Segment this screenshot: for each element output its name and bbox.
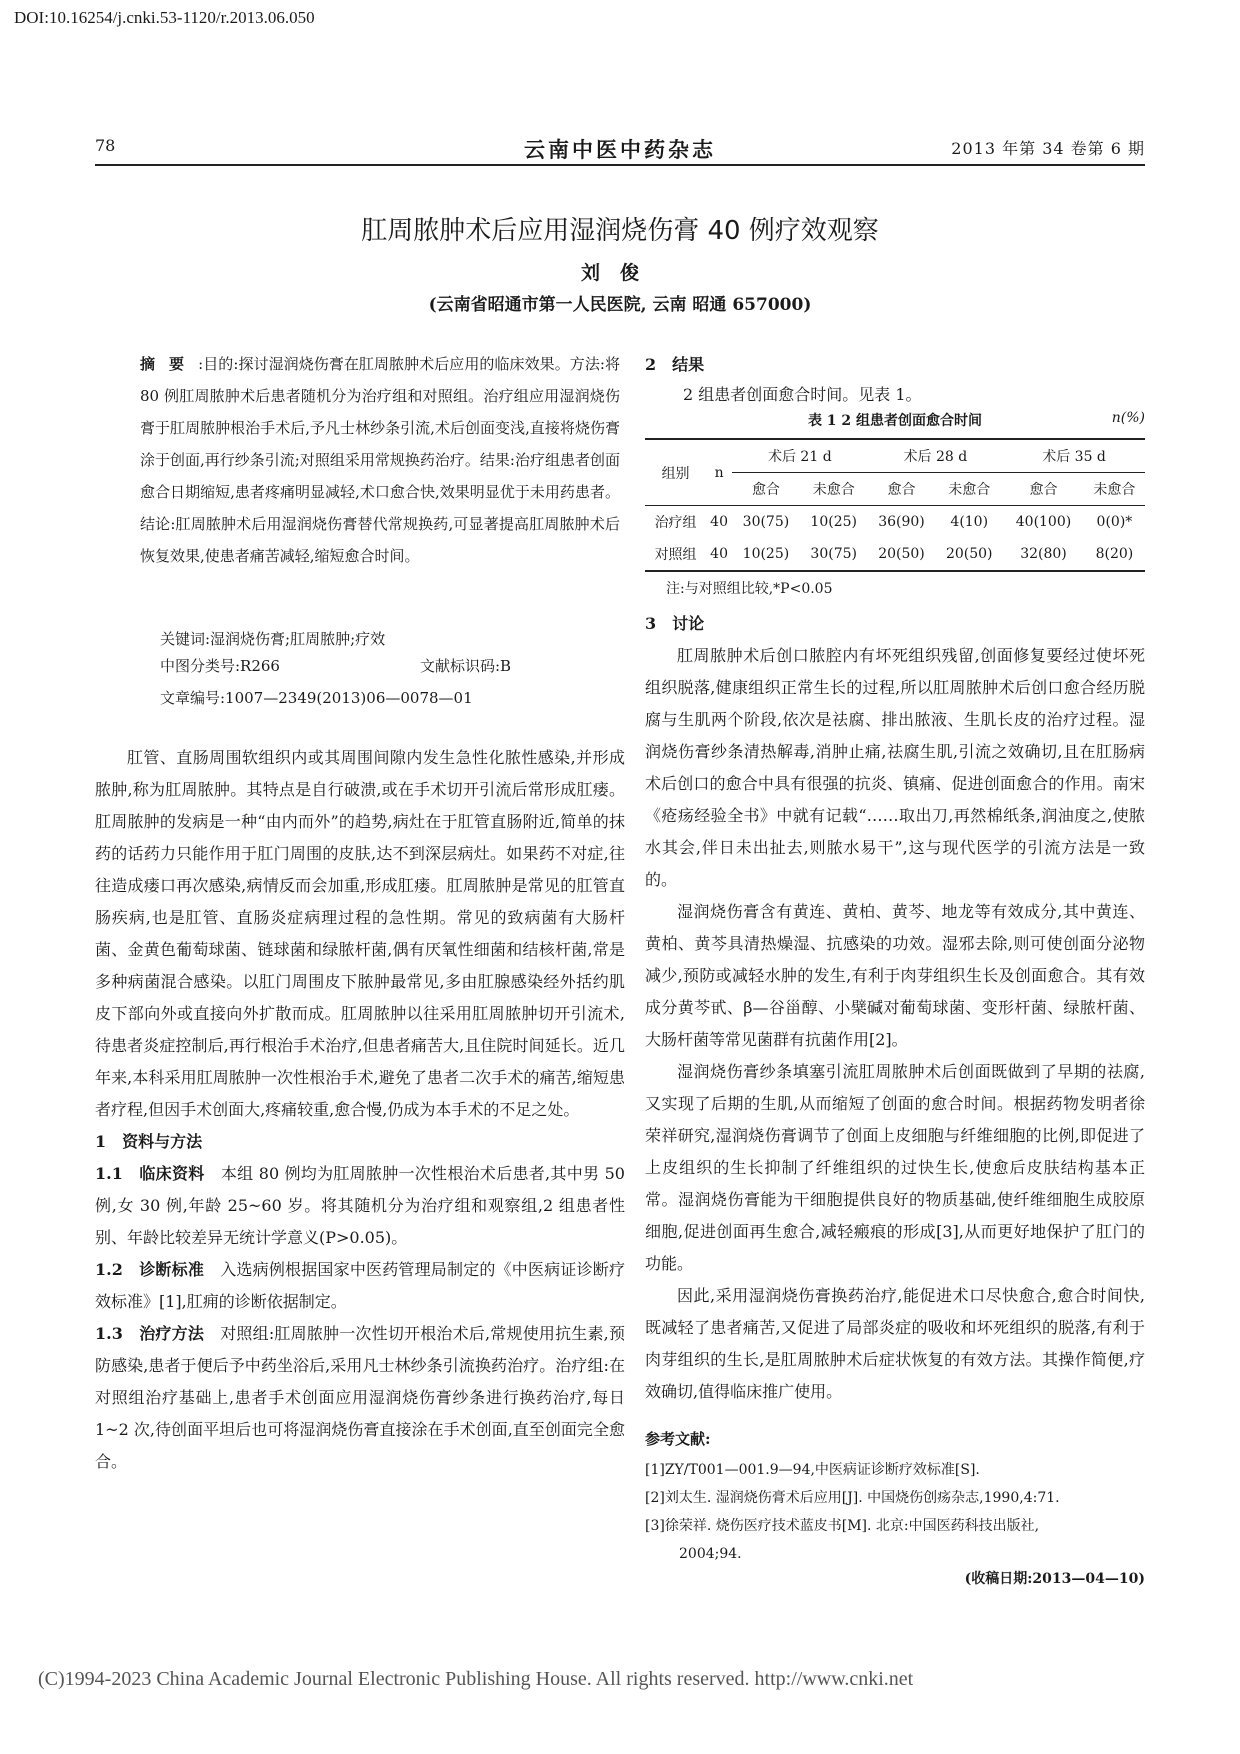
time-header: 术后 28 d	[868, 439, 1004, 473]
col-n-header: n	[706, 439, 732, 506]
article-title: 肛周脓肿术后应用湿润烧伤膏 40 例疗效观察	[361, 216, 879, 246]
col-group-header: 组别	[645, 439, 706, 506]
table-cell: 20(50)	[868, 538, 936, 571]
table-cell: 40(100)	[1015, 514, 1072, 530]
results-text: 2 组患者创面愈合时间。见表 1。	[683, 385, 922, 404]
author: 刘俊	[580, 262, 659, 284]
table-cell: 32(80)	[1003, 538, 1084, 571]
section-1-2-heading: 1.2 诊断标准	[95, 1260, 205, 1279]
section-1-heading: 1 资料与方法	[95, 1132, 203, 1151]
table-cell: 10(25)	[810, 514, 857, 530]
intro-paragraph: 肛管、直肠周围软组织内或其周围间隙内发生急性化脓性感染,并形成脓肿,称为肛周脓肿。其特点是自行破溃,或在手术切开引流后常形成肛瘘。肛周脓肿的发病是一种“由内而外”的趋势,病灶在于肛管直肠附近,简单的抹药的话药力只能作用于肛门周围的皮肤,达不到深层病灶。如果药不对症,往往造成瘘口再次感染,病情反而会加重,形成肛瘘。肛周脓肿是常见的肛管直肠疾病,也是肛管、直肠炎症病理过程的急性期。常见的致病菌有大肠杆菌、金黄色葡萄球菌、链球菌和绿脓杆菌,偶有厌氧性细菌和结核杆菌,常是多种病菌混合感染。以肛门周围皮下脓肿最常见,多由肛腺感染经外括约肌皮下部向外或直接向外扩散而成。肛周脓肿以往采用肛周脓肿切开引流术,待患者炎症控制后,再行根治手术治疗,但患者痛苦大,且住院时间延长。近几年来,本科采用肛周脓肿一次性根治手术,避免了患者二次手术的痛苦,缩短患者疗程,但因手术创面大,疼痛较重,愈合慢,仍成为本手术的不足之处。	[95, 748, 625, 1119]
section-1-3-heading: 1.3 治疗方法	[95, 1324, 205, 1343]
results-table	[645, 438, 1145, 572]
row-n: 40	[710, 514, 728, 530]
discussion-heading: 3 讨论	[645, 614, 705, 633]
sub-header: 愈合	[868, 473, 936, 506]
sub-header: 未愈合	[1084, 473, 1145, 506]
document-code: 文献标识码:B	[420, 657, 512, 675]
discussion-paragraph: 因此,采用湿润烧伤膏换药治疗,能促进术口尽快愈合,愈合时间快,既减轻了患者痛苦,又促进了局部炎症的吸收和坏死组织的脱落,有利于肉芽组织的生长,是肛周脓肿术后症状恢复的有效方法。其操作简便,疗效确切,值得临床推广使用。	[645, 1286, 1145, 1401]
affiliation: (云南省昭通市第一人民医院, 云南 昭通 657000)	[428, 295, 812, 315]
table-cell: 30(75)	[742, 514, 790, 530]
sub-header: 未愈合	[935, 473, 1003, 506]
table-cell: 30(75)	[800, 538, 868, 571]
reference-item: [3]徐荣祥. 烧伤医疗技术蓝皮书[M]. 北京:中国医药科技出版社,	[645, 1518, 1040, 1534]
clc-number: 中图分类号:R266	[160, 657, 280, 675]
left-column-body	[95, 742, 625, 1478]
discussion-paragraph: 湿润烧伤膏纱条填塞引流肛周脓肿术后创面既做到了早期的祛腐,又实现了后期的生肌,从而缩短了创面的愈合时间。根据药物发明者徐荣祥研究,湿润烧伤膏调节了创面上皮细胞与纤维细胞的比例,即促进了上皮组织的生长抑制了纤维组织的过快生长,使愈后皮肤结构基本正常。湿润烧伤膏能为干细胞提供良好的物质基础,使纤维细胞生成胶原细胞,促进创面再生愈合,减轻瘢痕的形成[3],从而更好地保护了肛门的功能。	[645, 1062, 1145, 1273]
table-note: 注:与对照组比较,*P<0.05	[666, 581, 833, 597]
table-unit: n(%)	[1111, 410, 1145, 426]
table-cell: 36(90)	[878, 514, 925, 530]
reference-item: [1]ZY/T001—001.9—94,中医病证诊断疗效标准[S].	[645, 1462, 980, 1478]
table-cell: 10(25)	[732, 538, 800, 571]
row-group: 对照组	[645, 538, 706, 571]
running-header	[95, 136, 1145, 162]
discussion-paragraph: 肛周脓肿术后创口脓腔内有坏死组织残留,创面修复要经过使坏死组织脱落,健康组织正常生长的过程,所以肛周脓肿术后创口愈合经历脱腐与生肌两个阶段,依次是祛腐、排出脓液、生肌长皮的治疗过程。湿润烧伤膏纱条清热解毒,消肿止痛,祛腐生肌,引流之效确切,且在肛肠病术后创口的愈合中具有很强的抗炎、镇痛、促进创面愈合的作用。南宋《疮疡经验全书》中就有记载“……取出刀,再然棉纸条,润油度之,使脓水其会,伴日未出扯去,则脓水易干”,这与现代医学的引流方法是一致的。	[645, 646, 1145, 889]
journal-name: 云南中医中药杂志	[524, 137, 716, 162]
received-date: (收稿日期:2013—04—10)	[964, 1571, 1145, 1587]
sub-header: 愈合	[732, 473, 800, 506]
section-1-3-text: 对照组:肛周脓肿一次性切开根治术后,常规使用抗生素,预防感染,患者于便后予中药坐浴后,采用凡士林纱条引流换药治疗。治疗组:在对照组治疗基础上,患者手术创面应用湿润烧伤膏纱条进行换药治疗,每日 1~2 次,待创面平坦后也可将湿润烧伤膏直接涂在手术创面,直至创面完全愈合。	[95, 1324, 625, 1471]
section-1-1-heading: 1.1 临床资料	[95, 1164, 205, 1183]
doi-text: DOI:10.16254/j.cnki.53-1120/r.2013.06.050	[14, 8, 315, 27]
time-header: 术后 35 d	[1003, 439, 1145, 473]
sub-header: 未愈合	[800, 473, 868, 506]
row-group: 治疗组	[654, 515, 697, 531]
section-1-2-text: 入选病例根据国家中医药管理局制定的《中医病证诊断疗效标准》[1],肛痈的诊断依据制定。	[95, 1260, 625, 1311]
section-1-1-text: 本组 80 例均为肛周脓肿一次性根治术后患者,其中男 50 例,女 30 例,年龄 25~60 岁。将其随机分为治疗组和观察组,2 组患者性别、年龄比较差异无统计学意义(P>0.05)。	[95, 1164, 625, 1247]
table-row	[645, 538, 1145, 571]
table-cell: 0(0)*	[1096, 514, 1133, 530]
article-number: 文章编号:1007—2349(2013)06—0078—01	[160, 689, 473, 707]
results-heading: 2 结果	[645, 355, 705, 374]
section-1-2	[95, 1254, 625, 1318]
sub-header: 愈合	[1003, 473, 1084, 506]
abstract-text: :目的:探讨湿润烧伤膏在肛周脓肿术后应用的临床效果。方法:将 80 例肛周脓肿术后患者随机分为治疗组和对照组。治疗组应用湿润烧伤膏于肛周脓肿根治手术后,予凡士林纱条引流,术后创面变浅,直接将烧伤膏涂于创面,再行纱条引流;对照组采用常规换药治疗。结果:治疗组患者创面愈合日期缩短,患者疼痛明显减轻,术口愈合快,效果明显优于未用药患者。结论:肛周脓肿术后用湿润烧伤膏替代常规换药,可显著提高肛周脓肿术后恢复效果,使患者痛苦减轻,缩短愈合时间。	[140, 355, 620, 565]
table-cell: 8(20)	[1084, 538, 1145, 571]
right-column-body	[645, 608, 1145, 1408]
section-1-3	[95, 1318, 625, 1478]
table-caption: 表 1 2 组患者创面愈合时间	[807, 413, 983, 429]
section-1-1	[95, 1158, 625, 1254]
reference-item: [2]刘太生. 湿润烧伤膏术后应用[J]. 中国烧伤创疡杂志,1990,4:71.	[645, 1490, 1060, 1506]
reference-item-continuation: 2004;94.	[679, 1546, 742, 1562]
abstract	[140, 348, 620, 572]
issue-info: 2013 年第 34 卷第 6 期	[951, 139, 1145, 158]
table-row	[645, 506, 1145, 539]
keywords: 关键词:湿润烧伤膏;肛周脓肿;疗效	[160, 630, 386, 648]
abstract-label: 摘要	[140, 355, 199, 373]
table-cell: 20(50)	[935, 538, 1003, 571]
table-cell: 4(10)	[950, 514, 989, 530]
page-number: 78	[95, 136, 116, 155]
copyright-footer: (C)1994-2023 China Academic Journal Electronic Publishing House. All rights reserved. http://www.cnki.net	[38, 1668, 914, 1690]
references-heading: 参考文献:	[645, 1430, 711, 1448]
time-header: 术后 21 d	[732, 439, 868, 473]
references-list	[645, 1456, 1145, 1568]
header-rule	[95, 164, 1145, 166]
row-n: 40	[706, 538, 732, 571]
discussion-paragraph: 湿润烧伤膏含有黄连、黄柏、黄芩、地龙等有效成分,其中黄连、黄柏、黄芩具清热燥湿、抗感染的功效。湿邪去除,则可使创面分泌物减少,预防或减轻水肿的发生,有利于肉芽组织生长及创面愈合。其有效成分黄芩甙、β—谷甾醇、小檗碱对葡萄球菌、变形杆菌、绿脓杆菌、大肠杆菌等常见菌群有抗菌作用[2]。	[645, 902, 1145, 1049]
